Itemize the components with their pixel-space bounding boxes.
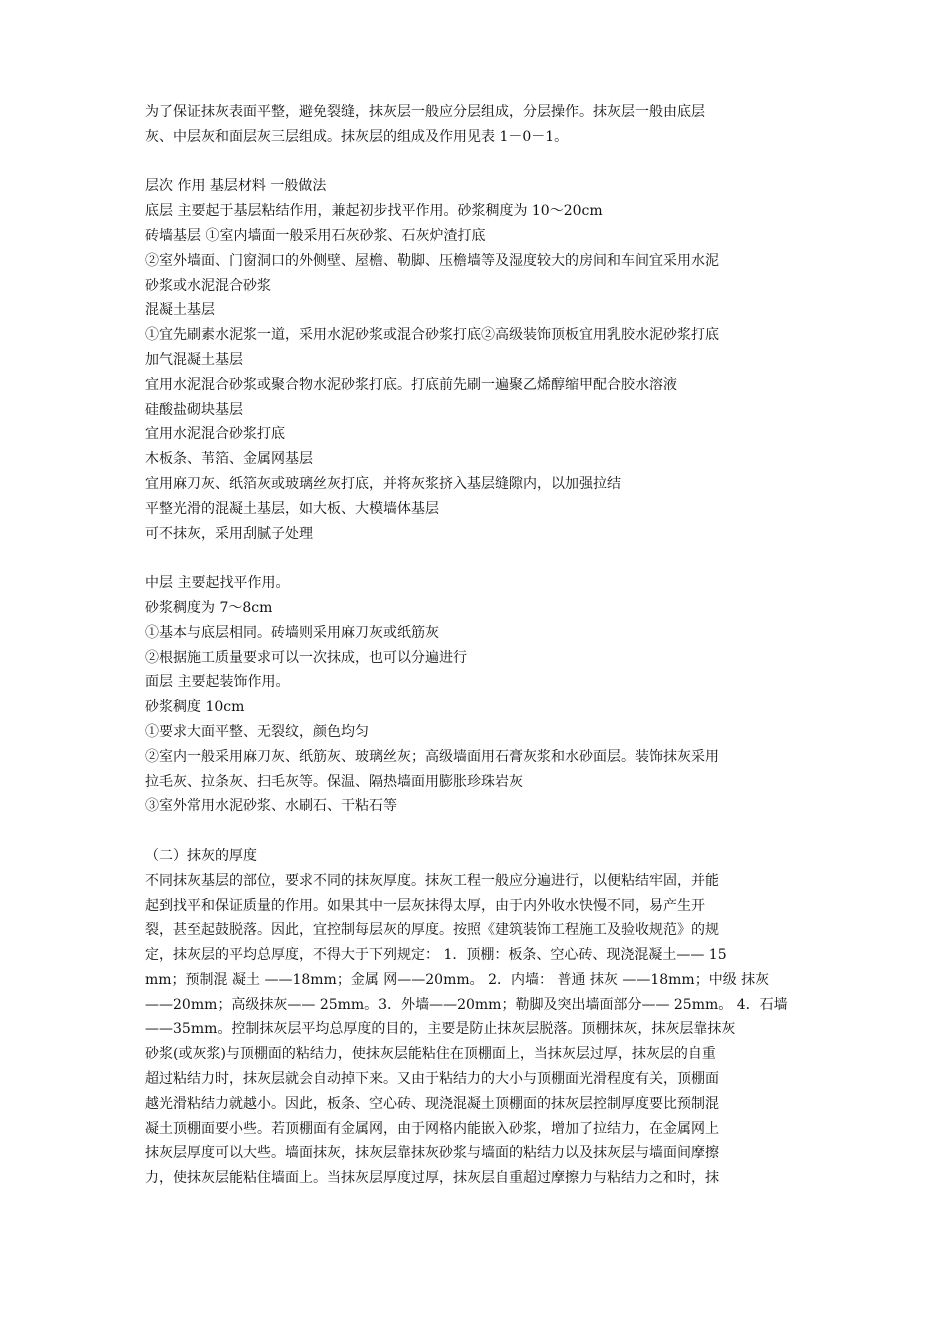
text-line: 力，使抹灰层能粘住墙面上。当抹灰层厚度过厚，抹灰层自重超过摩擦力与粘结力之和时，抹: [145, 1170, 719, 1187]
intro-paragraph: [145, 100, 810, 150]
text-line: ①宜先刷素水泥浆一道，采用水泥砂浆或混合砂浆打底②高级装饰顶板宜用乳胶水泥砂浆打底: [145, 327, 719, 344]
middle-surface-layers: [145, 571, 810, 819]
document-page: [145, 100, 810, 1191]
text-line: 宜用水泥混合砂浆或聚合物水泥砂浆打底。打底前先刷一遍聚乙烯醇缩甲配合胶水溶液: [145, 376, 677, 393]
text-line: 面层 主要起装饰作用。: [145, 674, 290, 691]
text-line: 定，抹灰层的平均总厚度，不得大于下列规定： 1．顶棚：板条、空心砖、现浇混凝土—— 15: [145, 947, 727, 964]
spacer: [145, 150, 810, 175]
text-line: 木板条、苇箔、金属网基层: [145, 451, 313, 468]
text-line: 拉毛灰、拉条灰、扫毛灰等。保温、隔热墙面用膨胀珍珠岩灰: [145, 773, 523, 790]
text-line: 宜用水泥混合砂浆打底: [145, 426, 285, 443]
text-line: ——35mm。控制抹灰层平均总厚度的目的，主要是防止抹灰层脱落。顶棚抹灰，抹灰层靠抹灰: [145, 1021, 736, 1038]
text-line: 抹灰层厚度可以大些。墙面抹灰，抹灰层靠抹灰砂浆与墙面的粘结力以及抹灰层与墙面间摩擦: [145, 1145, 719, 1162]
text-line: 中层 主要起找平作用。: [145, 575, 290, 592]
text-line: 硅酸盐砌块基层: [145, 401, 243, 418]
text-line: 砂浆(或灰浆)与顶棚面的粘结力，使抹灰层能粘住在顶棚面上，当抹灰层过厚，抹灰层的自重: [145, 1046, 716, 1063]
text-line: 凝土顶棚面要小些。若顶棚面有金属网，由于网格内能嵌入砂浆，增加了拉结力，在金属网上: [145, 1120, 719, 1137]
text-line: 砂浆稠度 10cm: [145, 699, 245, 716]
text-line: ②根据施工质量要求可以一次抹成，也可以分遍进行: [145, 649, 467, 666]
text-line: 砂浆或水泥混合砂浆: [145, 277, 271, 294]
text-line: ③室外常用水泥砂浆、水刷石、干粘石等: [145, 798, 397, 815]
text-line: 加气混凝土基层: [145, 351, 243, 368]
text-line: 灰、中层灰和面层灰三层组成。抹灰层的组成及作用见表 1－0－1。: [145, 128, 569, 145]
text-line: 可不抹灰，采用刮腻子处理: [145, 525, 313, 542]
text-line: 混凝土基层: [145, 302, 215, 319]
text-line: ②室外墙面、门窗洞口的外侧壁、屋檐、勒脚、压檐墙等及湿度较大的房间和车间宜采用水泥: [145, 252, 719, 269]
text-line: ——20mm；高级抹灰—— 25mm。3．外墙——20mm；勒脚及突出墙面部分—— 25mm。 4．石墙: [145, 996, 788, 1013]
text-line: mm；预制混 凝土 ——18mm；金属 网——20mm。 2．内墙： 普通 抹灰 ——18mm；中级 抹灰: [145, 971, 770, 988]
spacer: [145, 546, 810, 571]
text-line: 平整光滑的混凝土基层，如大板、大模墙体基层: [145, 500, 439, 517]
text-line: 越光滑粘结力就越小。因此，板条、空心砖、现浇混凝土顶棚面的抹灰层控制厚度要比预制混: [145, 1095, 719, 1112]
text-line: ②室内一般采用麻刀灰、纸筋灰、玻璃丝灰；高级墙面用石膏灰浆和水砂面层。装饰抹灰采用: [145, 748, 719, 765]
thickness-paragraph: [145, 869, 810, 1191]
text-line: 超过粘结力时，抹灰层就会自动掉下来。又由于粘结力的大小与顶棚面光滑程度有关，顶棚面: [145, 1071, 719, 1088]
section-heading: （二）抹灰的厚度: [145, 847, 257, 864]
table-header-line: 层次 作用 基层材料 一般做法: [145, 178, 327, 195]
text-line: 砂浆稠度为 7～8cm: [145, 599, 273, 616]
text-line: ①基本与底层相同。砖墙则采用麻刀灰或纸筋灰: [145, 624, 439, 641]
text-line: 宜用麻刀灰、纸箔灰或玻璃丝灰打底，并将灰浆挤入基层缝隙内，以加强拉结: [145, 475, 621, 492]
text-line: 底层 主要起于基层粘结作用，兼起初步找平作用。砂浆稠度为 10～20cm: [145, 203, 603, 220]
spacer: [145, 819, 810, 844]
text-line: 不同抹灰基层的部位，要求不同的抹灰厚度。抹灰工程一般应分遍进行，以便粘结牢固，并能: [145, 872, 719, 889]
text-line: 为了保证抹灰表面平整，避免裂缝，抹灰层一般应分层组成，分层操作。抹灰层一般由底层: [145, 104, 705, 120]
layer-table-text: [145, 174, 810, 546]
text-line: 砖墙基层 ①室内墙面一般采用石灰砂浆、石灰炉渣打底: [145, 227, 486, 244]
text-line: 起到找平和保证质量的作用。如果其中一层灰抹得太厚，由于内外收水快慢不同，易产生开: [145, 897, 705, 914]
text-line: ①要求大面平整、无裂纹，颜色均匀: [145, 723, 369, 740]
text-line: 裂，甚至起鼓脱落。因此，宜控制每层灰的厚度。按照《建筑装饰工程施工及验收规范》的规: [145, 922, 719, 939]
